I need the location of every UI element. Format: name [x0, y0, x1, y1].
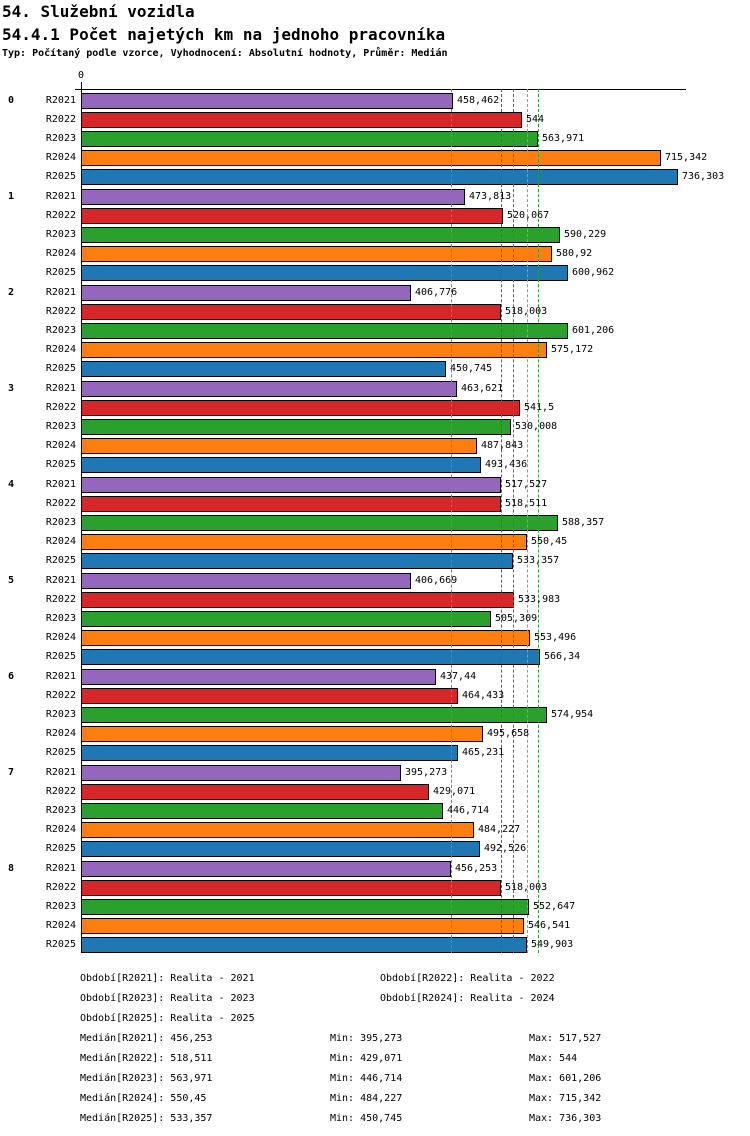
bar-value-label: 473,813	[469, 191, 512, 202]
series-row-label: R2025	[45, 843, 76, 854]
bar-r2023	[81, 707, 547, 723]
bar-value-label: 456,253	[455, 863, 498, 874]
bar-value-label: 530,008	[515, 421, 558, 432]
series-row-label: R2023	[45, 709, 76, 720]
bar-value-label: 541,5	[524, 402, 555, 413]
bar-r2021	[81, 189, 465, 205]
bar-value-label: 446,714	[447, 805, 490, 816]
series-row-label: R2022	[45, 498, 76, 509]
bar-value-label: 566,34	[544, 651, 581, 662]
series-row-label: R2021	[45, 95, 76, 106]
bar-r2025	[81, 169, 678, 185]
bar-r2024	[81, 726, 483, 742]
bar-value-label: 575,172	[551, 344, 594, 355]
bar-r2023	[81, 899, 529, 915]
bar-r2021	[81, 285, 411, 301]
series-row-label: R2021	[45, 767, 76, 778]
series-row-label: R2022	[45, 594, 76, 605]
bar-r2023	[81, 419, 511, 435]
bar-value-label: 533,357	[517, 555, 560, 566]
legend-min-label: Min: 429,071	[330, 1053, 403, 1064]
bar-r2024	[81, 342, 547, 358]
bar-r2022	[81, 304, 501, 320]
legend-period-label: Období[R2021]: Realita - 2021	[80, 973, 255, 984]
bar-value-label: 546,541	[528, 920, 571, 931]
series-row-label: R2022	[45, 690, 76, 701]
legend-period-label: Období[R2024]: Realita - 2024	[380, 993, 555, 1004]
bar-value-label: 520,067	[507, 210, 550, 221]
legend-median-label: Medián[R2023]: 563,971	[80, 1073, 213, 1084]
bar-value-label: 505,309	[495, 613, 538, 624]
series-row-label: R2023	[45, 133, 76, 144]
series-row-label: R2024	[45, 536, 76, 547]
bar-r2025	[81, 649, 540, 665]
bar-value-label: 552,647	[533, 901, 576, 912]
series-row-label: R2021	[45, 383, 76, 394]
bar-r2025	[81, 841, 480, 857]
group-label: 6	[8, 671, 15, 682]
group-label: 0	[8, 95, 15, 106]
bar-value-label: 518,003	[505, 306, 548, 317]
bar-value-label: 544	[526, 114, 545, 125]
series-row-label: R2024	[45, 824, 76, 835]
group-label: 7	[8, 767, 15, 778]
bar-r2024	[81, 534, 527, 550]
bar-value-label: 580,92	[556, 248, 593, 259]
series-row-label: R2023	[45, 613, 76, 624]
bar-r2022	[81, 496, 501, 512]
bar-value-label: 736,303	[682, 171, 725, 182]
bar-r2021	[81, 381, 457, 397]
series-row-label: R2022	[45, 210, 76, 221]
series-row-label: R2022	[45, 786, 76, 797]
bar-value-label: 406,669	[415, 575, 458, 586]
series-row-label: R2021	[45, 191, 76, 202]
bar-r2025	[81, 265, 568, 281]
series-row-label: R2025	[45, 939, 76, 950]
group-label: 1	[8, 191, 15, 202]
series-row-label: R2022	[45, 114, 76, 125]
legend-median-label: Medián[R2022]: 518,511	[80, 1053, 213, 1064]
bar-value-label: 458,462	[457, 95, 500, 106]
series-row-label: R2025	[45, 459, 76, 470]
legend-min-label: Min: 484,227	[330, 1093, 403, 1104]
series-row-label: R2025	[45, 651, 76, 662]
bar-r2023	[81, 323, 568, 339]
series-row-label: R2023	[45, 805, 76, 816]
bar-value-label: 437,44	[440, 671, 477, 682]
bar-value-label: 429,071	[433, 786, 476, 797]
bar-r2025	[81, 457, 481, 473]
bar-value-label: 463,621	[461, 383, 504, 394]
series-row-label: R2024	[45, 632, 76, 643]
bar-r2022	[81, 208, 503, 224]
group-label: 2	[8, 287, 15, 298]
bar-value-label: 518,511	[505, 498, 548, 509]
bar-value-label: 395,273	[405, 767, 448, 778]
bar-r2023	[81, 227, 560, 243]
bar-value-label: 465,231	[462, 747, 505, 758]
bar-value-label: 601,206	[572, 325, 615, 336]
bar-r2025	[81, 553, 513, 569]
bar-r2023	[81, 131, 538, 147]
legend-max-label: Max: 736,303	[529, 1113, 602, 1124]
legend-max-label: Max: 517,527	[529, 1033, 602, 1044]
bar-value-label: 588,357	[562, 517, 605, 528]
bar-value-label: 574,954	[551, 709, 594, 720]
bar-r2022	[81, 688, 458, 704]
bar-r2025	[81, 361, 446, 377]
series-row-label: R2025	[45, 363, 76, 374]
bar-value-label: 533,983	[518, 594, 561, 605]
bar-r2022	[81, 784, 429, 800]
group-label: 3	[8, 383, 15, 394]
series-row-label: R2023	[45, 517, 76, 528]
legend-max-label: Max: 715,342	[529, 1093, 602, 1104]
bar-r2021	[81, 861, 451, 877]
legend-min-label: Min: 446,714	[330, 1073, 403, 1084]
page-title: 54. Služební vozidla	[2, 2, 195, 21]
bar-value-label: 406,776	[415, 287, 458, 298]
bar-value-label: 464,433	[462, 690, 505, 701]
legend-period-label: Období[R2022]: Realita - 2022	[380, 973, 555, 984]
bar-r2021	[81, 669, 436, 685]
series-row-label: R2024	[45, 152, 76, 163]
group-label: 4	[8, 479, 15, 490]
series-row-label: R2021	[45, 575, 76, 586]
bar-r2025	[81, 937, 527, 953]
series-row-label: R2021	[45, 479, 76, 490]
bar-r2025	[81, 745, 458, 761]
bar-r2024	[81, 150, 661, 166]
bar-r2023	[81, 515, 558, 531]
bar-r2021	[81, 477, 501, 493]
bar-value-label: 517,527	[505, 479, 548, 490]
bar-value-label: 590,229	[564, 229, 607, 240]
bar-r2023	[81, 611, 491, 627]
bar-r2024	[81, 630, 530, 646]
bar-value-label: 495,658	[487, 728, 530, 739]
bar-value-label: 518,003	[505, 882, 548, 893]
bar-value-label: 484,227	[478, 824, 521, 835]
series-row-label: R2024	[45, 440, 76, 451]
bar-value-label: 563,971	[542, 133, 585, 144]
series-row-label: R2025	[45, 555, 76, 566]
legend-period-label: Období[R2023]: Realita - 2023	[80, 993, 255, 1004]
legend-max-label: Max: 544	[529, 1053, 578, 1064]
group-label: 5	[8, 575, 15, 586]
series-row-label: R2021	[45, 863, 76, 874]
series-row-label: R2021	[45, 287, 76, 298]
legend-median-label: Medián[R2025]: 533,357	[80, 1113, 213, 1124]
series-row-label: R2025	[45, 747, 76, 758]
legend-median-label: Medián[R2021]: 456,253	[80, 1033, 213, 1044]
x-axis-zero-tick	[81, 82, 82, 89]
series-row-label: R2023	[45, 901, 76, 912]
series-row-label: R2022	[45, 306, 76, 317]
x-axis-line	[75, 89, 686, 90]
series-row-label: R2025	[45, 171, 76, 182]
bar-value-label: 450,745	[450, 363, 493, 374]
series-row-label: R2023	[45, 421, 76, 432]
bar-r2024	[81, 438, 477, 454]
bar-r2021	[81, 765, 401, 781]
series-row-label: R2024	[45, 248, 76, 259]
series-row-label: R2022	[45, 882, 76, 893]
legend-median-label: Medián[R2024]: 550,45	[80, 1093, 207, 1104]
series-row-label: R2023	[45, 229, 76, 240]
series-row-label: R2024	[45, 344, 76, 355]
chart-title: 54.4.1 Počet najetých km na jednoho pracovníka	[2, 25, 446, 44]
median-line-r2021	[451, 89, 452, 953]
series-row-label: R2021	[45, 671, 76, 682]
bar-value-label: 492,526	[484, 843, 527, 854]
series-row-label: R2023	[45, 325, 76, 336]
bar-value-label: 715,342	[665, 152, 708, 163]
bar-r2022	[81, 592, 514, 608]
bar-r2021	[81, 93, 453, 109]
bar-value-label: 487,843	[481, 440, 524, 451]
legend-min-label: Min: 395,273	[330, 1033, 403, 1044]
legend-max-label: Max: 601,206	[529, 1073, 602, 1084]
series-row-label: R2025	[45, 267, 76, 278]
series-row-label: R2024	[45, 728, 76, 739]
bar-r2022	[81, 400, 520, 416]
series-row-label: R2022	[45, 402, 76, 413]
bar-r2021	[81, 573, 411, 589]
bar-value-label: 493,436	[485, 459, 528, 470]
legend-period-label: Období[R2025]: Realita - 2025	[80, 1013, 255, 1024]
bar-r2022	[81, 880, 501, 896]
bar-value-label: 553,496	[534, 632, 577, 643]
legend-min-label: Min: 450,745	[330, 1113, 403, 1124]
group-label: 8	[8, 863, 15, 874]
bar-r2024	[81, 822, 474, 838]
bar-value-label: 550,45	[531, 536, 568, 547]
series-row-label: R2024	[45, 920, 76, 931]
bar-r2022	[81, 112, 522, 128]
bar-r2023	[81, 803, 443, 819]
bar-r2024	[81, 918, 524, 934]
bar-value-label: 600,962	[572, 267, 615, 278]
chart-meta: Typ: Počítaný podle vzorce, Vyhodnocení: Absolutní hodnoty, Průměr: Medián	[2, 48, 448, 59]
bar-value-label: 549,903	[531, 939, 574, 950]
x-axis-zero-label: 0	[77, 70, 85, 81]
bar-r2024	[81, 246, 552, 262]
